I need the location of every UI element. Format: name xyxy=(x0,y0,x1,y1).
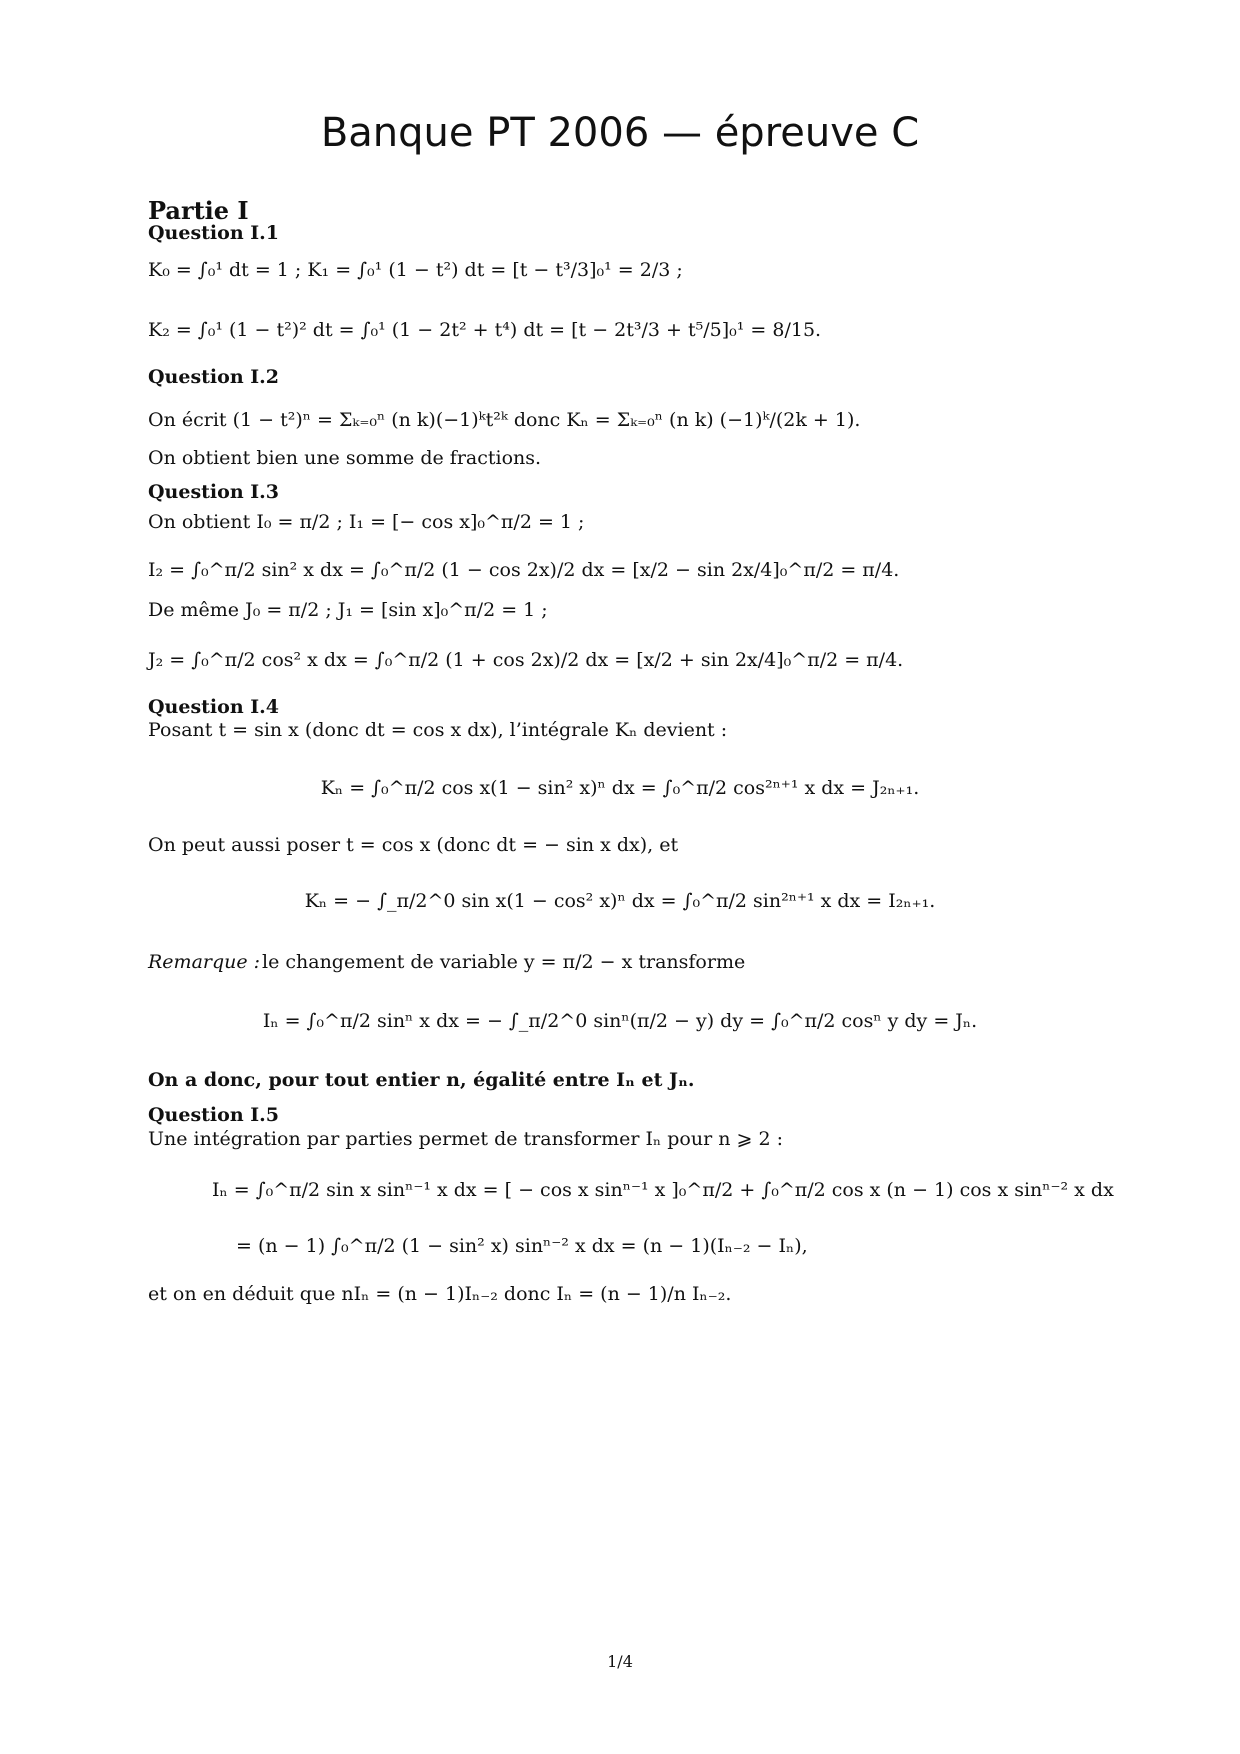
equation-line: J₂ = ∫₀^π/2 cos² x dx = ∫₀^π/2 (1 + cos 2x)/2 dx = [x/2 + sin 2x/4]₀^π/2 = π/4. xyxy=(148,649,904,671)
display-equation: Iₙ = ∫₀^π/2 sinⁿ x dx = − ∫_π/2^0 sinⁿ(π/2 − y) dy = ∫₀^π/2 cosⁿ y dy = Jₙ. xyxy=(262,1010,978,1032)
text-line: et on en déduit que nIₙ = (n − 1)Iₙ₋₂ donc Iₙ = (n − 1)/n Iₙ₋₂. xyxy=(148,1283,732,1305)
text-line: On peut aussi poser t = cos x (donc dt = − sin x dx), et xyxy=(148,834,679,856)
question-heading: Question I.3 xyxy=(148,481,279,503)
equation-line: K₀ = ∫₀¹ dt = 1 ; K₁ = ∫₀¹ (1 − t²) dt = [t − t³/3]₀¹ = 2/3 ; xyxy=(148,259,683,281)
display-equation: Iₙ = ∫₀^π/2 sin x sinⁿ⁻¹ x dx = [ − cos x sinⁿ⁻¹ x ]₀^π/2 + ∫₀^π/2 cos x (n − 1) cos x sinⁿ⁻² x dx xyxy=(212,1179,1114,1201)
part-heading: Partie I xyxy=(148,196,249,225)
equation-line: K₂ = ∫₀¹ (1 − t²)² dt = ∫₀¹ (1 − 2t² + t⁴) dt = [t − 2t³/3 + t⁵/5]₀¹ = 8/15. xyxy=(148,319,822,341)
text-line: Posant t = sin x (donc dt = cos x dx), l’intégrale Kₙ devient : xyxy=(148,719,728,741)
question-heading: Question I.4 xyxy=(148,696,279,718)
display-equation: Kₙ = ∫₀^π/2 cos x(1 − sin² x)ⁿ dx = ∫₀^π/2 cos²ⁿ⁺¹ x dx = J₂ₙ₊₁. xyxy=(320,777,920,799)
display-equation: = (n − 1) ∫₀^π/2 (1 − sin² x) sinⁿ⁻² x dx = (n − 1)(Iₙ₋₂ − Iₙ), xyxy=(236,1235,808,1257)
equation-line: On écrit (1 − t²)ⁿ = Σₖ₌₀ⁿ (n k)(−1)ᵏt²ᵏ donc Kₙ = Σₖ₌₀ⁿ (n k) (−1)ᵏ/(2k + 1). xyxy=(148,409,861,431)
remark-text: le changement de variable y = π/2 − x transforme xyxy=(262,951,746,973)
remark-label: Remarque : xyxy=(148,951,261,973)
equation-line: De même J₀ = π/2 ; J₁ = [sin x]₀^π/2 = 1 ; xyxy=(148,599,548,621)
question-heading: Question I.1 xyxy=(148,222,279,244)
page-number: 1/4 xyxy=(607,1652,633,1671)
text-line: Une intégration par parties permet de transformer Iₙ pour n ⩾ 2 : xyxy=(148,1128,783,1150)
equation-line: On obtient I₀ = π/2 ; I₁ = [− cos x]₀^π/2 = 1 ; xyxy=(148,511,585,533)
display-equation: Kₙ = − ∫_π/2^0 sin x(1 − cos² x)ⁿ dx = ∫₀^π/2 sin²ⁿ⁺¹ x dx = I₂ₙ₊₁. xyxy=(304,890,936,912)
question-heading: Question I.2 xyxy=(148,366,279,388)
document-title: Banque PT 2006 — épreuve C xyxy=(320,110,920,156)
equation-line: I₂ = ∫₀^π/2 sin² x dx = ∫₀^π/2 (1 − cos 2x)/2 dx = [x/2 − sin 2x/4]₀^π/2 = π/4. xyxy=(148,559,900,581)
conclusion-text: On a donc, pour tout entier n, égalité entre Iₙ et Jₙ. xyxy=(148,1069,695,1091)
text-line: On obtient bien une somme de fractions. xyxy=(148,447,542,469)
question-heading: Question I.5 xyxy=(148,1104,279,1126)
